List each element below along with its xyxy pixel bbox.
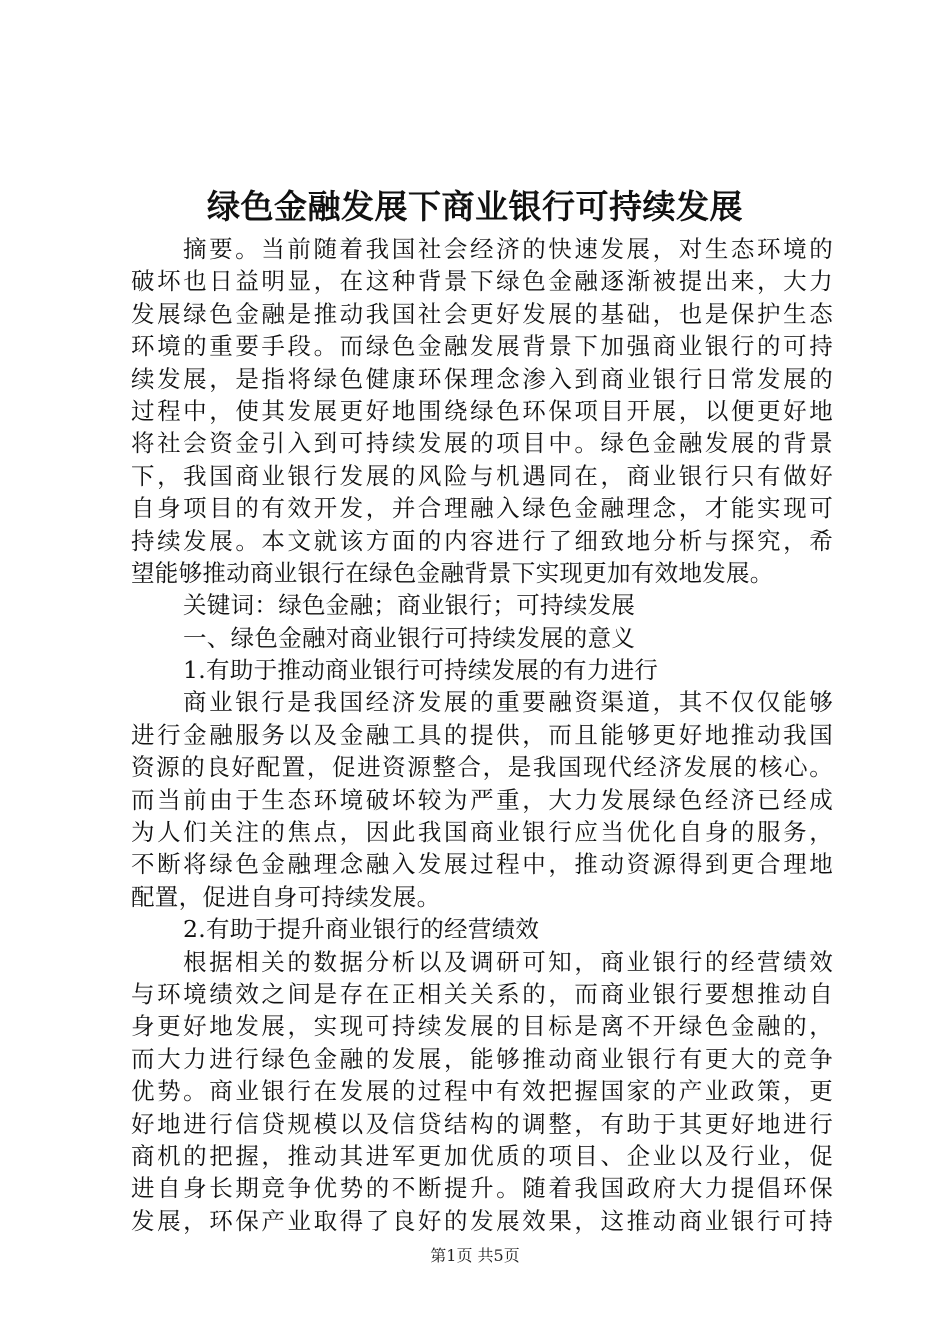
- page-footer: 第1页 共5页: [430, 1246, 520, 1265]
- subsection-heading: 2.有助于提升商业银行的经营绩效: [183, 915, 540, 944]
- paragraph-line: 破坏也日益明显，在这种背景下绿色金融逐渐被提出来，大力: [131, 267, 833, 296]
- paragraph-line: 环境的重要手段。而绿色金融发展背景下加强商业银行的可持: [131, 332, 833, 361]
- keywords-line: 关键词：绿色金融；商业银行；可持续发展: [183, 591, 636, 620]
- paragraph-line: 发展绿色金融是推动我国社会更好发展的基础，也是保护生态: [131, 299, 833, 328]
- paragraph-line: 持续发展。本文就该方面的内容进行了细致地分析与探究，希: [131, 526, 833, 555]
- document-body: [131, 233, 833, 1237]
- paragraph-line: 自身项目的有效开发，并合理融入绿色金融理念，才能实现可: [131, 494, 833, 523]
- document-title: 绿色金融发展下商业银行可持续发展: [207, 187, 743, 226]
- paragraph-line: 进行金融服务以及金融工具的提供，而且能够更好地推动我国: [131, 720, 833, 749]
- paragraph-line: 好地进行信贷规模以及信贷结构的调整，有助于其更好地进行: [131, 1109, 833, 1138]
- section-heading: 一、绿色金融对商业银行可持续发展的意义: [183, 623, 636, 652]
- paragraph-line: 而当前由于生态环境破坏较为严重，大力发展绿色经济已经成: [131, 785, 833, 814]
- paragraph-line: 望能够推动商业银行在绿色金融背景下实现更加有效地发展。: [131, 558, 774, 587]
- paragraph-line: 商机的把握，推动其进军更加优质的项目、企业以及行业，促: [131, 1141, 833, 1170]
- paragraph-line: 过程中，使其发展更好地围绕绿色环保项目开展，以便更好地: [131, 396, 833, 425]
- paragraph-line: 摘要。当前随着我国社会经济的快速发展，对生态环境的: [183, 235, 833, 263]
- paragraph-line: 身更好地发展，实现可持续发展的目标是离不开绿色金融的，: [131, 1012, 833, 1041]
- paragraph-line: 为人们关注的焦点，因此我国商业银行应当优化自身的服务，: [131, 818, 833, 847]
- paragraph-line: 配置，促进自身可持续发展。: [131, 882, 441, 911]
- paragraph-line: 不断将绿色金融理念融入发展过程中，推动资源得到更合理地: [131, 850, 833, 879]
- paragraph-line: 优势。商业银行在发展的过程中有效把握国家的产业政策，更: [131, 1077, 833, 1106]
- paragraph-line: 与环境绩效之间是存在正相关关系的，而商业银行要想推动自: [131, 979, 833, 1008]
- paragraph-line: 发展，环保产业取得了良好的发展效果，这推动商业银行可持: [131, 1206, 833, 1235]
- paragraph-line: 根据相关的数据分析以及调研可知，商业银行的经营绩效: [183, 947, 833, 976]
- paragraph-line: 将社会资金引入到可持续发展的项目中。绿色金融发展的背景: [131, 429, 833, 458]
- subsection-heading: 1.有助于推动商业银行可持续发展的有力进行: [183, 656, 659, 685]
- paragraph-line: 续发展，是指将绿色健康环保理念渗入到商业银行日常发展的: [131, 364, 833, 393]
- paragraph-line: 资源的良好配置，促进资源整合，是我国现代经济发展的核心。: [131, 753, 833, 782]
- paragraph-line: 而大力进行绿色金融的发展，能够推动商业银行有更大的竞争: [131, 1044, 833, 1073]
- paragraph-line: 商业银行是我国经济发展的重要融资渠道，其不仅仅能够: [183, 688, 833, 717]
- paragraph-line: 进自身长期竞争优势的不断提升。随着我国政府大力提倡环保: [131, 1174, 833, 1203]
- paragraph-line: 下，我国商业银行发展的风险与机遇同在，商业银行只有做好: [131, 461, 833, 490]
